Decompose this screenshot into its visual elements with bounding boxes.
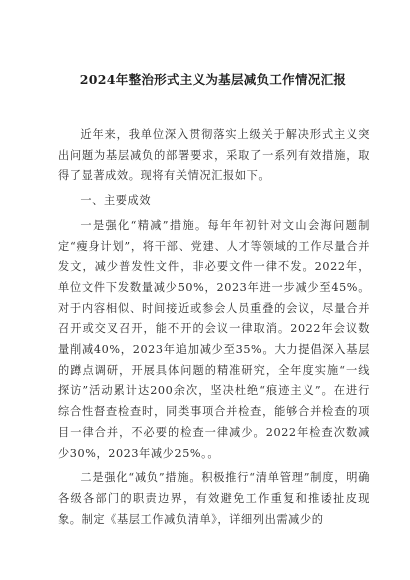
section-heading: 一、主要成效: [80, 194, 152, 208]
body-paragraph-1: 一是强化“精减”措施。每年年初针对文山会海问题制定“瘦身计划”，将干部、党建、人才等领域的工作尽量合并发文，减少普发性文件，非必要文件一律不发。2022年，单位文件下发数量减少50%，2023年进一步减少至45%。对于内容相似、时间接近或参会人员重叠的会议，尽量合并召开或交叉召开，能不开的会议一律取消。2022年会议数量削减40%，2023年追加减少至35%。大力提倡深入基层的蹲点调研，开展具体问题的精准研究，全年度实施“一线探访”活动累计达200余次，坚决杜绝“痕迹主义”。在进行综合性督查检查时，同类事项合并检查，能够合并检查的项目一律合并，不必要的检查一律减少。2022年检查次数减少30%，2023年减少25%。。: [58, 218, 370, 460]
body-paragraph-2: 二是强化“减负”措施。积极推行“清单管理”制度，明确各级各部门的职责边界，有效避免工作重复和推诿扯皮现象。制定《基层工作减负清单》，详细列出需减少的: [58, 471, 370, 526]
document-title: 2024年整治形式主义为基层减负工作情况汇报: [79, 72, 347, 87]
intro-paragraph: 近年来，我单位深入贯彻落实上级关于解决形式主义突出问题为基层减负的部署要求，采取了一系列有效措施，取得了显著成效。现将有关情况汇报如下。: [58, 128, 370, 183]
